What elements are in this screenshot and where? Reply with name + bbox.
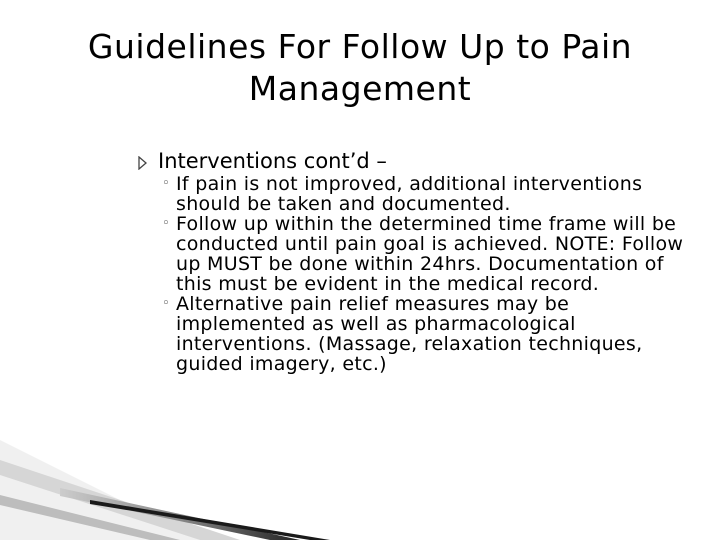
decorative-corner-stripes — [0, 440, 720, 540]
sub-bullet-text: Alternative pain relief measures may be implemented as well as pharmacological interventions. (Massage, relaxation techniques, guided imagery, etc.) — [176, 293, 643, 375]
hollow-circle-icon: ◦ — [162, 216, 170, 231]
sub-bullet-text: Follow up within the determined time frame will be conducted until pain goal is achieved. NOTE: Follow up MUST be done within 24hrs. Documentation of this must be evident in the medical record. — [176, 213, 684, 295]
sub-bullet-list — [162, 174, 698, 374]
triangle-arrow-icon — [138, 156, 156, 170]
sub-bullet-item — [162, 214, 698, 294]
slide-title: Guidelines For Follow Up to Pain Management — [87, 27, 633, 108]
sub-bullet-item — [162, 294, 698, 374]
sub-bullet-text: If pain is not improved, additional interventions should be taken and documented. — [176, 173, 643, 215]
bullet-item — [138, 148, 698, 174]
hollow-circle-icon: ◦ — [162, 176, 170, 191]
sub-bullet-item — [162, 174, 698, 214]
hollow-circle-icon: ◦ — [162, 296, 170, 311]
slide-body — [138, 148, 698, 374]
bullet-heading: Interventions cont’d – — [158, 149, 387, 173]
